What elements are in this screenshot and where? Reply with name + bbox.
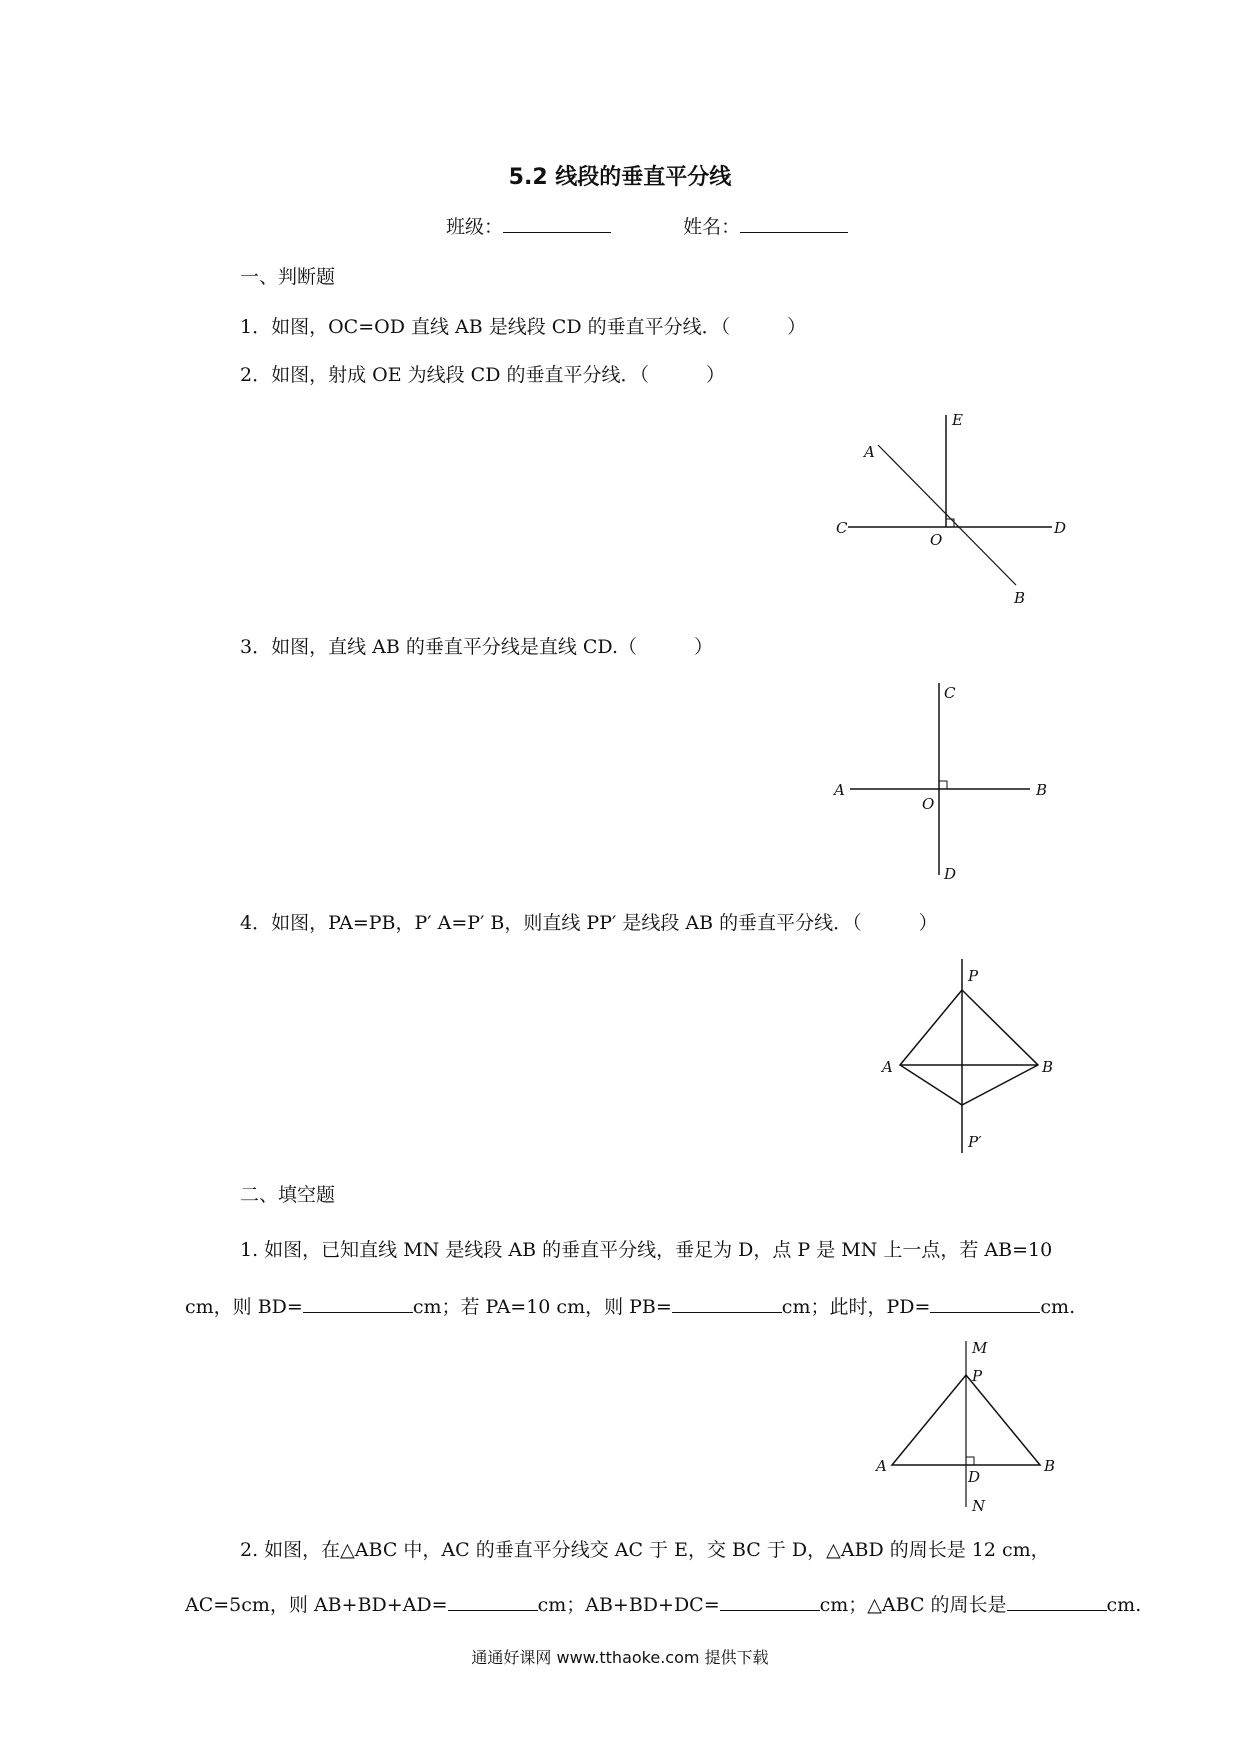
judge-question-1: 1．如图，OC=OD 直线 AB 是线段 CD 的垂直平分线．（ ） [240,316,807,338]
judge-question-2: 2．如图，射成 OE 为线段 CD 的垂直平分线．（ ） [240,364,725,386]
label-B: B [1014,589,1026,607]
label-D: D [944,865,957,883]
blank-pb[interactable] [672,1294,782,1313]
figure-3-diagram [870,955,1060,1165]
label-A: A [864,443,875,461]
figure-4-diagram [870,1335,1060,1520]
label-D: D [1054,519,1067,537]
section2-heading: 二、填空题 [240,1184,336,1206]
label-B: B [1042,1058,1054,1076]
fill-question-1-line-2: cm，则 BD= cm；若 PA=10 cm，则 PB= cm；此时，PD= cm. [185,1296,1076,1318]
label-A: A [876,1457,887,1475]
label-D: D [968,1468,981,1486]
footer-text: 通通好课网 www.tthaoke.com 提供下载 [471,1648,769,1667]
label-B: B [1036,781,1048,799]
name-label: 姓名： [683,216,741,238]
label-O: O [930,531,943,549]
section1-heading: 一、判断题 [240,266,336,288]
label-N: N [972,1497,986,1515]
label-B: B [1044,1457,1056,1475]
name-blank[interactable] [740,214,848,233]
class-blank[interactable] [503,214,611,233]
blank-pd[interactable] [930,1294,1040,1313]
label-C: C [836,519,848,537]
blank-bd[interactable] [303,1294,413,1313]
figure-1-diagram [830,405,1070,615]
blank-perimeter-abc[interactable] [1007,1592,1107,1611]
fill-question-1-line-1: 1. 如图，已知直线 MN 是线段 AB 的垂直平分线，垂足为 D，点 P 是 MN 上一点，若 AB=10 [240,1239,1053,1261]
label-M: M [972,1339,988,1357]
fill-question-2-line-1: 2. 如图，在△ABC 中，AC 的垂直平分线交 AC 于 E，交 BC 于 D，△ABD 的周长是 12 cm， [240,1539,1050,1561]
page-title: 5.2 线段的垂直平分线 [508,165,732,190]
judge-question-4: 4．如图，PA=PB，P′ A=P′ B，则直线 PP′ 是线段 AB 的垂直平分线．（ ） [240,912,938,934]
class-label: 班级： [446,216,504,238]
label-A: A [882,1058,893,1076]
fill-question-2-line-2: AC=5cm，则 AB+BD+AD= cm；AB+BD+DC= cm；△ABC 的周长是 cm. [185,1594,1142,1616]
label-A: A [834,781,845,799]
label-O: O [922,795,935,813]
blank-ab-bd-dc[interactable] [720,1592,820,1611]
label-P: P [972,1367,983,1385]
label-P-prime: P′ [968,1133,982,1151]
blank-ab-bd-ad[interactable] [448,1592,538,1611]
judge-question-3: 3．如图，直线 AB 的垂直平分线是直线 CD.（ ） [240,636,714,658]
figure-2-diagram [830,675,1060,885]
class-field-row [446,212,848,239]
label-C: C [944,684,956,702]
label-P: P [968,967,979,985]
label-E: E [952,411,963,429]
